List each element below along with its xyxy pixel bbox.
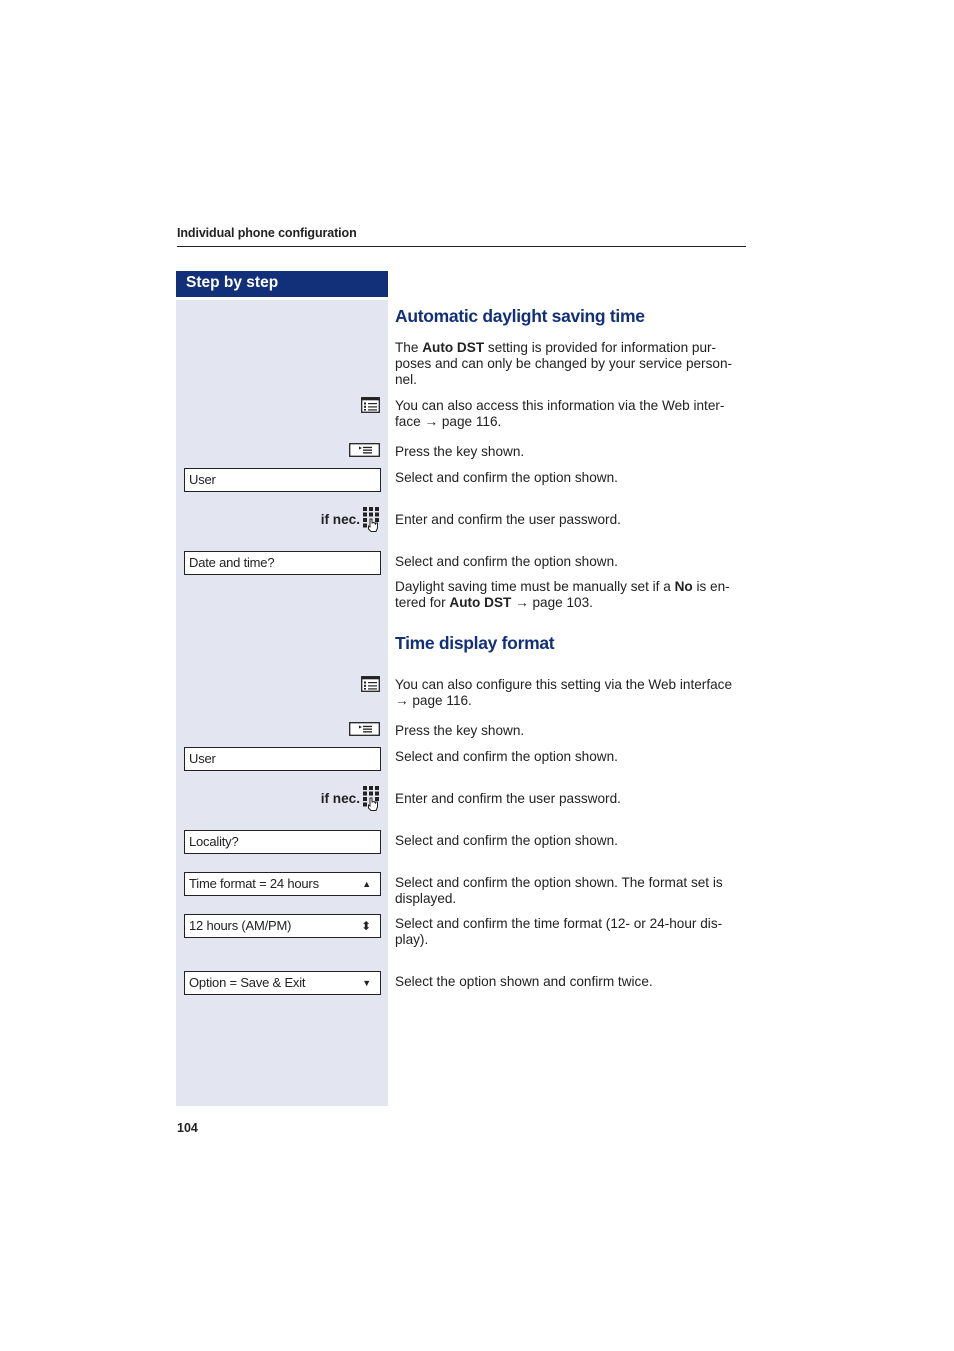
web-form-icon xyxy=(361,397,380,413)
time-format-select-confirm-user: Select and confirm the option shown. xyxy=(395,749,618,764)
display-option-save-exit[interactable]: Option = Save & Exit ▼ xyxy=(184,971,381,995)
arrow-up-icon: ▲ xyxy=(362,879,371,889)
if-necessary-label: if nec. xyxy=(320,512,360,527)
dst-web-note: You can also access this information via the Web inter- face → page 116. xyxy=(395,398,725,429)
web-form-icon xyxy=(361,676,380,692)
dst-enter-password: Enter and confirm the user password. xyxy=(395,512,621,527)
arrow-up-down-icon: ⬍ xyxy=(361,919,371,933)
header-rule xyxy=(177,246,746,247)
display-option-time-format[interactable]: Time format = 24 hours ▲ xyxy=(184,872,381,896)
time-format-web-note: You can also configure this setting via the Web interface → page 116. xyxy=(395,677,733,708)
menu-key-icon xyxy=(349,722,380,736)
dst-manual-note: Daylight saving time must be manually set if a No is en- tered for Auto DST → page 103. xyxy=(395,579,730,610)
keypad-icon xyxy=(363,507,381,532)
display-option-12-hours[interactable]: 12 hours (AM/PM) ⬍ xyxy=(184,914,381,938)
section-heading-time-format: Time display format xyxy=(395,633,555,653)
time-format-enter-password: Enter and confirm the user password. xyxy=(395,791,621,806)
section-heading-dst: Automatic daylight saving time xyxy=(395,306,645,326)
time-format-save-exit: Select the option shown and confirm twice. xyxy=(395,974,653,989)
menu-key-icon xyxy=(349,443,380,457)
keypad-icon xyxy=(363,786,381,811)
dst-select-confirm-date: Select and confirm the option shown. xyxy=(395,554,618,569)
display-option-user[interactable]: User xyxy=(184,468,381,492)
time-format-press-key: Press the key shown. xyxy=(395,723,525,738)
dst-select-confirm-user: Select and confirm the option shown. xyxy=(395,470,618,485)
dst-press-key: Press the key shown. xyxy=(395,444,525,459)
running-header: Individual phone configuration xyxy=(177,226,357,240)
time-format-select-confirm-locality: Select and confirm the option shown. xyxy=(395,833,618,848)
time-format-select-hours: Select and confirm the time format (12- or 24-hour dis- play). xyxy=(395,916,723,947)
arrow-down-icon: ▼ xyxy=(362,978,371,988)
step-by-step-header: Step by step xyxy=(176,271,388,297)
if-necessary-label: if nec. xyxy=(320,791,360,806)
display-option-locality[interactable]: Locality? xyxy=(184,830,381,854)
dst-intro-paragraph: The Auto DST setting is provided for information pur- poses and can only be changed by your service person- nel. xyxy=(395,340,733,387)
page-number: 104 xyxy=(177,1121,198,1135)
time-format-select-confirm-format: Select and confirm the option shown. The format set is displayed. xyxy=(395,875,723,906)
display-option-date-time[interactable]: Date and time? xyxy=(184,551,381,575)
display-option-user[interactable]: User xyxy=(184,747,381,771)
